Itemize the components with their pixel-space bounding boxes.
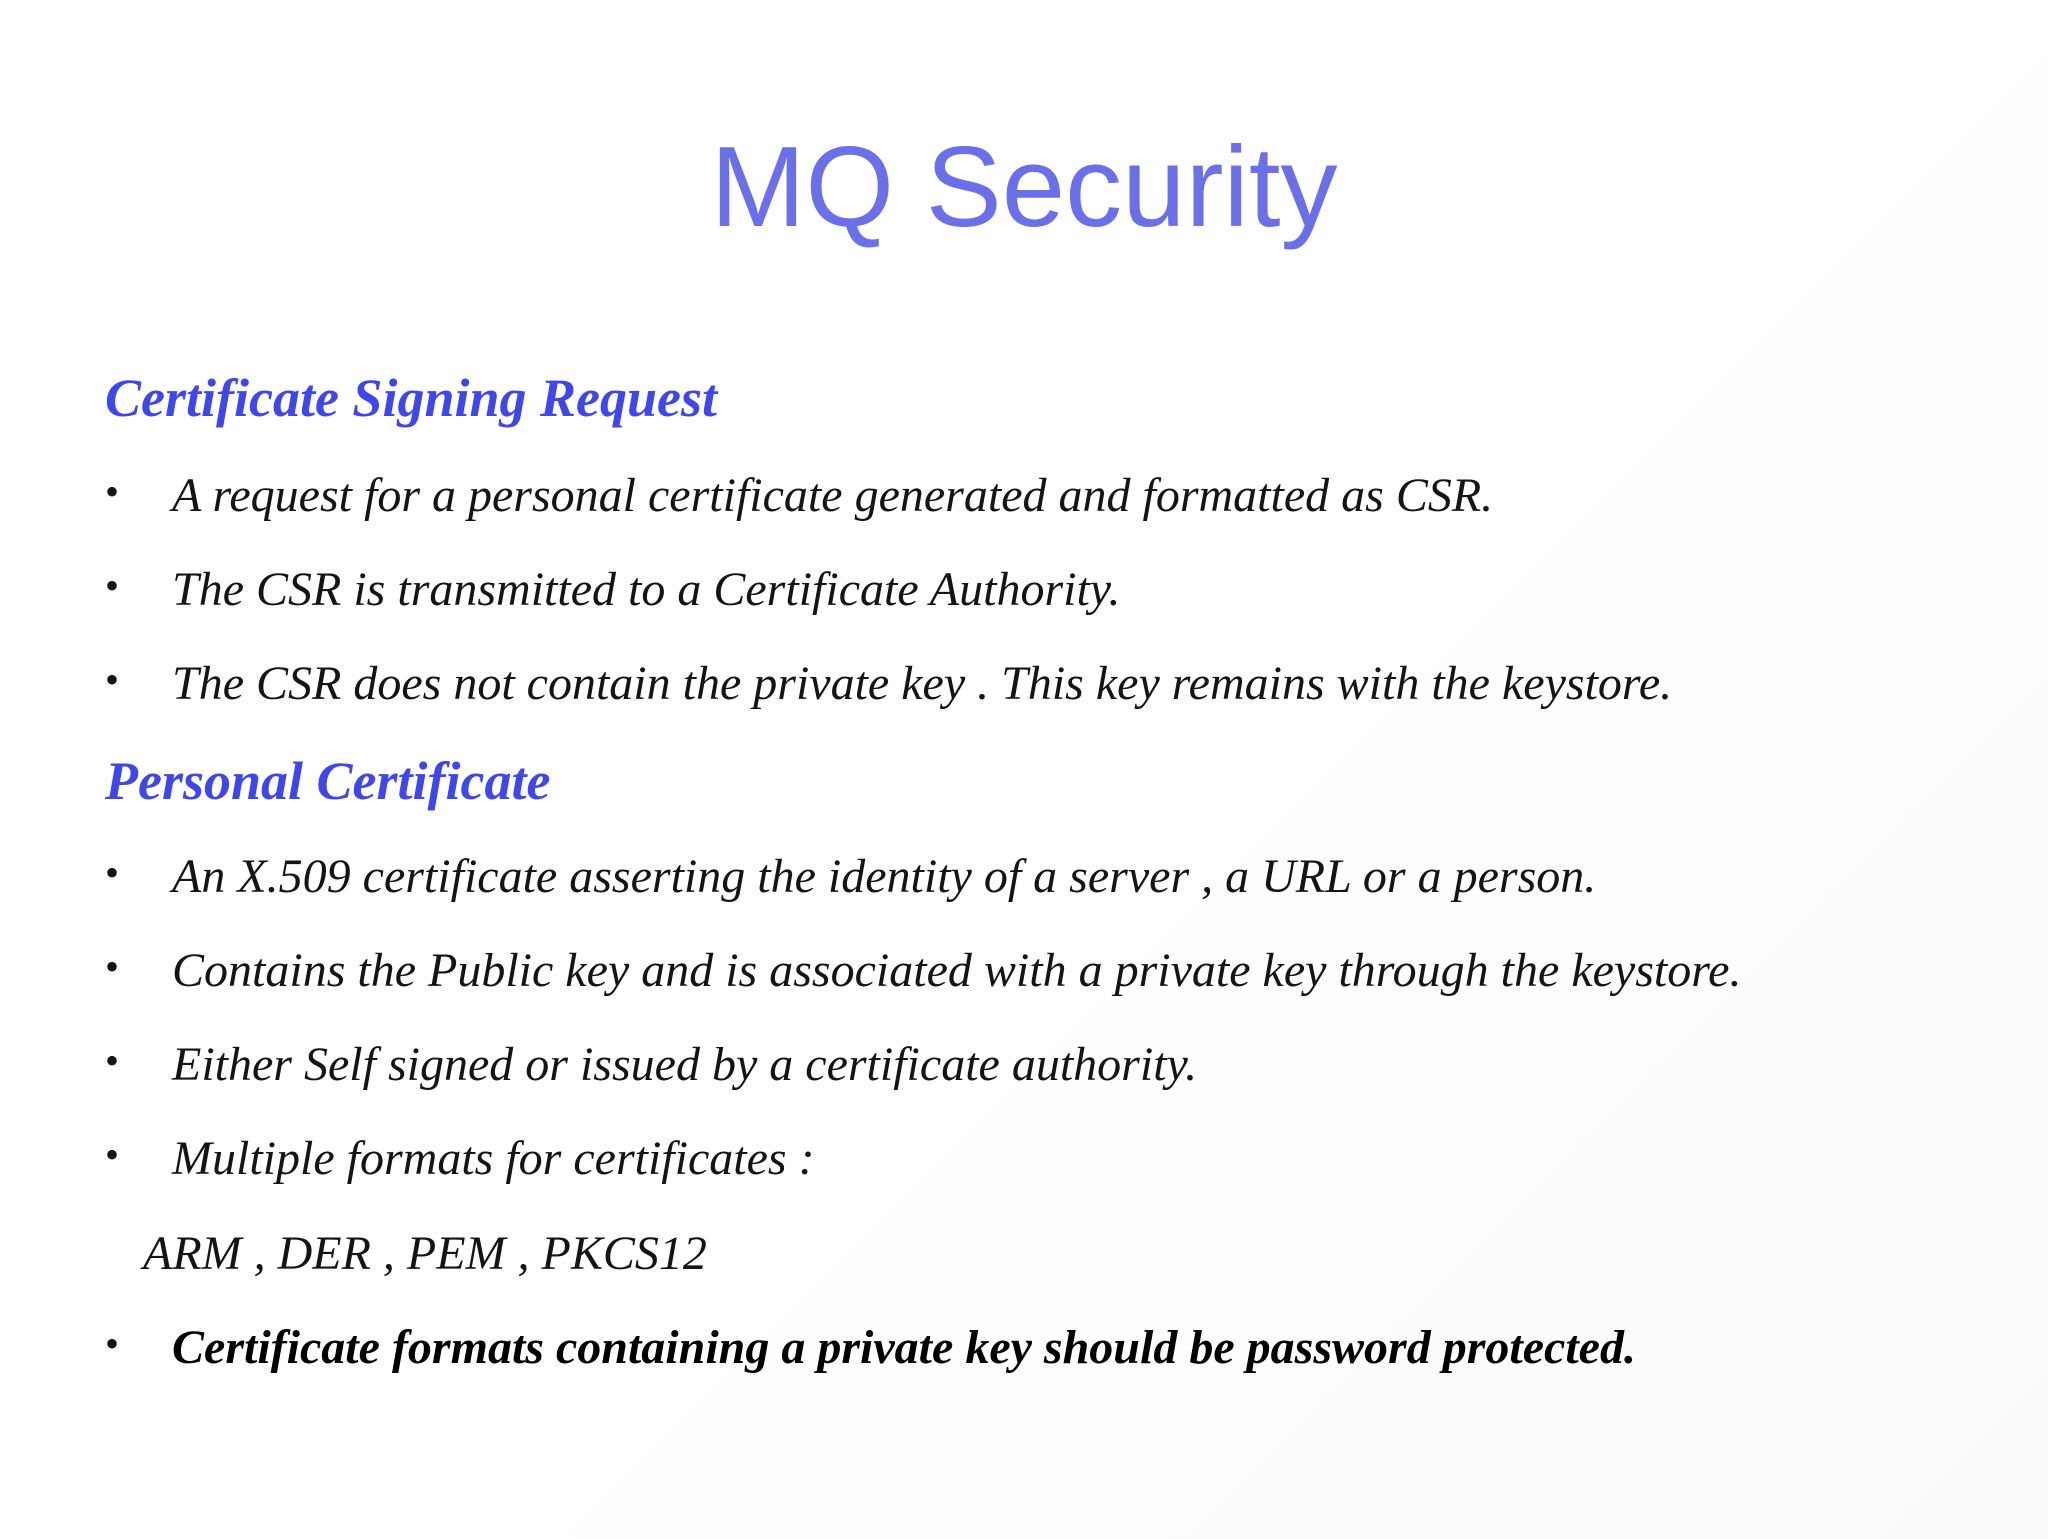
certificate-formats-line: ARM , DER , PEM , PKCS12 bbox=[143, 1227, 707, 1280]
bullet-text: An X.509 certificate asserting the identity of a server , a URL or a person. bbox=[172, 850, 1597, 903]
bullet-icon: • bbox=[105, 1038, 120, 1083]
section-heading-personal-certificate: Personal Certificate bbox=[105, 751, 551, 811]
bullet-text: The CSR does not contain the private key . This key remains with the keystore. bbox=[172, 657, 1673, 710]
bullet-text: Multiple formats for certificates : bbox=[172, 1132, 815, 1185]
bullet-text: The CSR is transmitted to a Certificate Authority. bbox=[172, 563, 1121, 616]
bullet-text-emphasis: Certificate formats containing a private key should be password protected. bbox=[172, 1321, 1636, 1374]
bullet-icon: • bbox=[105, 850, 120, 895]
bullet-text: Either Self signed or issued by a certificate authority. bbox=[172, 1038, 1198, 1091]
bullet-icon: • bbox=[105, 1321, 120, 1366]
bullet-text: A request for a personal certificate generated and formatted as CSR. bbox=[172, 469, 1494, 522]
bullet-icon: • bbox=[105, 563, 120, 608]
bullet-icon: • bbox=[105, 944, 120, 989]
slide-title: MQ Security bbox=[710, 124, 1338, 251]
bullet-icon: • bbox=[105, 469, 120, 514]
section-heading-csr: Certificate Signing Request bbox=[105, 368, 718, 428]
bullet-icon: • bbox=[105, 1132, 120, 1177]
bullet-icon: • bbox=[105, 657, 120, 702]
bullet-text: Contains the Public key and is associated with a private key through the keystore. bbox=[172, 944, 1742, 997]
